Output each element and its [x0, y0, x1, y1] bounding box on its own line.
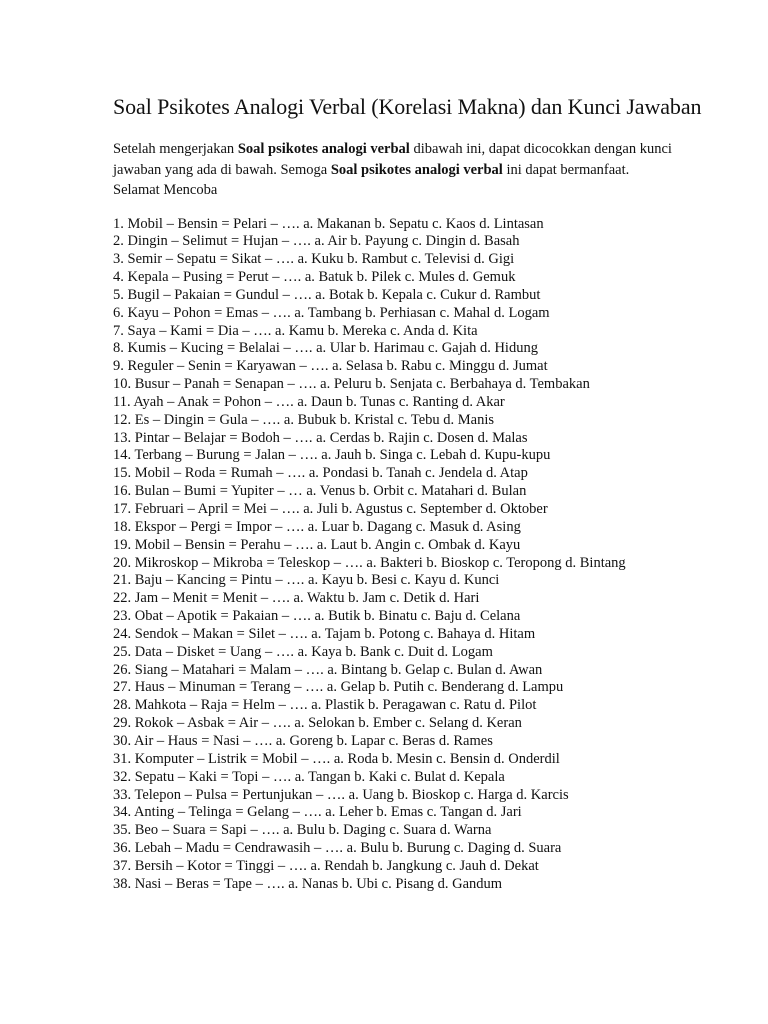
question-item: 32. Sepatu – Kaki = Topi – …. a. Tangan b. Kaki c. Bulat d. Kepala — [113, 768, 505, 785]
question-item: 14. Terbang – Burung = Jalan – …. a. Jauh b. Singa c. Lebah d. Kupu-kupu — [113, 447, 551, 464]
question-item: 25. Data – Disket = Uang – …. a. Kaya b. Bank c. Duit d. Logam — [113, 643, 493, 660]
question-item: 24. Sendok – Makan = Silet – …. a. Tajam b. Potong c. Bahaya d. Hitam — [113, 625, 536, 642]
question-item: 26. Siang – Matahari = Malam – …. a. Bintang b. Gelap c. Bulan d. Awan — [113, 661, 543, 678]
question-item: 15. Mobil – Roda = Rumah – …. a. Pondasi b. Tanah c. Jendela d. Atap — [113, 465, 528, 482]
question-list — [113, 216, 753, 894]
question-item: 34. Anting – Telinga = Gelang – …. a. Leher b. Emas c. Tangan d. Jari — [113, 804, 522, 821]
question-item: 8. Kumis – Kucing = Belalai – …. a. Ular b. Harimau c. Gajah d. Hidung — [113, 340, 538, 357]
question-item: 37. Bersih – Kotor = Tinggi – …. a. Rendah b. Jangkung c. Jauh d. Dekat — [113, 857, 539, 874]
question-item: 23. Obat – Apotik = Pakaian – …. a. Butik b. Binatu c. Baju d. Celana — [113, 608, 521, 625]
document-title: Soal Psikotes Analogi Verbal (Korelasi Makna) dan Kunci Jawaban — [113, 94, 702, 119]
question-item: 27. Haus – Minuman = Terang – …. a. Gelap b. Putih c. Benderang d. Lampu — [113, 679, 564, 696]
question-item: 12. Es – Dingin = Gula – …. a. Bubuk b. Kristal c. Tebu d. Manis — [113, 411, 495, 428]
question-item: 31. Komputer – Listrik = Mobil – …. a. Roda b. Mesin c. Bensin d. Onderdil — [113, 750, 560, 767]
question-item: 13. Pintar – Belajar = Bodoh – …. a. Cerdas b. Rajin c. Dosen d. Malas — [113, 429, 528, 446]
question-item: 28. Mahkota – Raja = Helm – …. a. Plastik b. Peragawan c. Ratu d. Pilot — [113, 697, 537, 714]
question-item: 10. Busur – Panah = Senapan – …. a. Peluru b. Senjata c. Berbahaya d. Tembakan — [113, 376, 590, 393]
question-item: 5. Bugil – Pakaian = Gundul – …. a. Botak b. Kepala c. Cukur d. Rambut — [113, 286, 541, 303]
question-item: 20. Mikroskop – Mikroba = Teleskop – …. a. Bakteri b. Bioskop c. Teropong d. Bintang — [113, 554, 626, 571]
question-item: 21. Baju – Kancing = Pintu – …. a. Kayu b. Besi c. Kayu d. Kunci — [113, 572, 500, 589]
question-item: 36. Lebah – Madu = Cendrawasih – …. a. Bulu b. Burung c. Daging d. Suara — [113, 840, 562, 857]
intro-text-3: ini dapat bermanfaat. Selamat Mencoba — [113, 161, 630, 198]
question-item: 3. Semir – Sepatu = Sikat – …. a. Kuku b. Rambut c. Televisi d. Gigi — [113, 251, 515, 268]
question-item: 17. Februari – April = Mei – …. a. Juli b. Agustus c. September d. Oktober — [113, 501, 548, 517]
question-item: 16. Bulan – Bumi = Yupiter – … a. Venus b. Orbit c. Matahari d. Bulan — [113, 483, 527, 500]
question-item: 2. Dingin – Selimut = Hujan – …. a. Air b. Payung c. Dingin d. Basah — [113, 233, 520, 250]
question-item: 29. Rokok – Asbak = Air – …. a. Selokan b. Ember c. Selang d. Keran — [113, 715, 522, 732]
question-item: 38. Nasi – Beras = Tape – …. a. Nanas b. Ubi c. Pisang d. Gandum — [113, 875, 503, 892]
question-item: 35. Beo – Suara = Sapi – …. a. Bulu b. Daging c. Suara d. Warna — [113, 822, 492, 839]
question-item: 6. Kayu – Pohon = Emas – …. a. Tambang b. Perhiasan c. Mahal d. Logam — [113, 304, 550, 321]
intro-text-2: dibawah ini, dapat dicocokkan dengan kunci jawaban yang ada di bawah. Semoga — [113, 141, 672, 178]
question-item: 7. Saya – Kami = Dia – …. a. Kamu b. Mereka c. Anda d. Kita — [113, 322, 478, 339]
question-item: 22. Jam – Menit = Menit – …. a. Waktu b. Jam c. Detik d. Hari — [113, 590, 480, 607]
document-page — [113, 93, 753, 910]
question-item: 18. Ekspor – Pergi = Impor – …. a. Luar b. Dagang c. Masuk d. Asing — [113, 518, 521, 535]
question-item: 4. Kepala – Pusing = Perut – …. a. Batuk b. Pilek c. Mules d. Gemuk — [113, 269, 516, 286]
question-item: 30. Air – Haus = Nasi – …. a. Goreng b. Lapar c. Beras d. Rames — [113, 732, 493, 749]
intro-paragraph — [113, 139, 673, 201]
question-item: 33. Telepon – Pulsa = Pertunjukan – …. a. Uang b. Bioskop c. Harga d. Karcis — [113, 786, 569, 803]
intro-bold-1: Soal psikotes analogi verbal — [237, 141, 410, 157]
intro-text-1: Setelah mengerjakan — [113, 141, 238, 157]
question-item: 19. Mobil – Bensin = Perahu – …. a. Laut b. Angin c. Ombak d. Kayu — [113, 536, 521, 553]
question-item: 1. Mobil – Bensin = Pelari – …. a. Makanan b. Sepatu c. Kaos d. Lintasan — [113, 215, 544, 232]
question-item: 11. Ayah – Anak = Pohon – …. a. Daun b. Tunas c. Ranting d. Akar — [113, 393, 505, 410]
intro-bold-2: Soal psikotes analogi verbal — [330, 161, 503, 178]
question-item: 9. Reguler – Senin = Karyawan – …. a. Selasa b. Rabu c. Minggu d. Jumat — [113, 358, 548, 375]
